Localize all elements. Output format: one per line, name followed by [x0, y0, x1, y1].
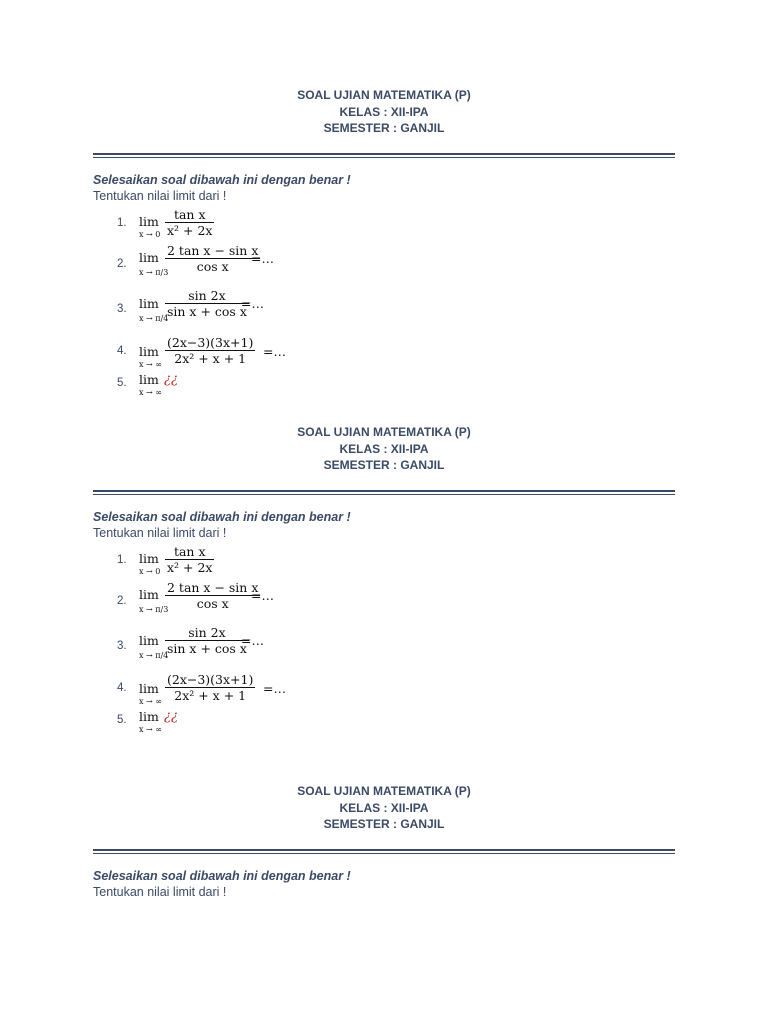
numerator: 2 tan x − sin x [167, 580, 259, 595]
lim-subscript: x → 0 [139, 567, 161, 576]
instruction-text: Selesaikan soal dibawah ini dengan benar ! [93, 510, 351, 524]
fraction [165, 243, 260, 274]
exam-header-2 [0, 424, 768, 474]
question-number: 3. [117, 303, 127, 315]
subtitle-text: Tentukan nilai limit dari ! [93, 885, 227, 899]
numerator: (2x−3)(3x+1) [167, 335, 254, 350]
exam-header-3 [0, 783, 768, 833]
denominator: 2x² + x + 1 [165, 350, 255, 366]
lim-subscript: x → 0 [139, 230, 161, 239]
question-number: 4. [117, 345, 127, 357]
exam-title: SOAL UJIAN MATEMATIKA (P) [297, 425, 471, 439]
equals-ellipsis: =… [263, 344, 286, 359]
header-divider [93, 849, 675, 854]
denominator: 2x² + x + 1 [165, 687, 255, 703]
exam-class: KELAS : XII-IPA [339, 800, 429, 815]
lim-operator: lim [139, 551, 159, 566]
header-divider [93, 153, 675, 158]
subtitle-text: Tentukan nilai limit dari ! [93, 526, 227, 540]
denominator: sin x + cos x [167, 641, 247, 656]
denominator: x² + 2x [167, 223, 213, 238]
lim-operator: lim [139, 681, 159, 696]
equals-ellipsis: =… [263, 681, 286, 696]
lim-operator: lim [139, 250, 159, 265]
exam-semester: SEMESTER : GANJIL [323, 458, 445, 472]
exam-title: SOAL UJIAN MATEMATIKA (P) [297, 88, 471, 102]
instruction-text: Selesaikan soal dibawah ini dengan benar ! [93, 869, 351, 883]
exam-header-1 [0, 87, 768, 137]
lim-subscript: x → ∞ [139, 388, 162, 397]
lim-operator: lim [139, 709, 159, 724]
lim-subscript: x → π/4 [139, 651, 169, 660]
lim-operator: lim [139, 587, 159, 602]
equals-ellipsis: =… [241, 633, 264, 648]
question-number: 5. [117, 714, 127, 726]
lim-operator: lim [139, 633, 159, 648]
lim-operator: lim [139, 344, 159, 359]
header-divider [93, 490, 675, 495]
instruction-text: Selesaikan soal dibawah ini dengan benar ! [93, 173, 351, 187]
lim-operator: lim [139, 296, 159, 311]
denominator: cos x [165, 258, 260, 274]
fraction [165, 544, 214, 575]
lim-operator: lim [139, 214, 159, 229]
lim-subscript: x → π/4 [139, 314, 169, 323]
exam-title: SOAL UJIAN MATEMATIKA (P) [297, 784, 471, 798]
denominator: x² + 2x [167, 560, 213, 575]
unrendered-expression: ¿¿ [164, 372, 178, 387]
question-number: 3. [117, 640, 127, 652]
fraction [165, 335, 255, 366]
exam-semester: SEMESTER : GANJIL [323, 817, 445, 831]
subtitle-text: Tentukan nilai limit dari ! [93, 189, 227, 203]
numerator: (2x−3)(3x+1) [167, 672, 254, 687]
exam-class: KELAS : XII-IPA [339, 441, 429, 456]
lim-subscript: x → ∞ [139, 725, 162, 734]
numerator: tan x [173, 544, 206, 559]
fraction [165, 672, 255, 703]
lim-subscript: x → ∞ [139, 360, 162, 369]
denominator: sin x + cos x [167, 304, 247, 319]
fraction [165, 625, 249, 656]
lim-subscript: x → π/3 [139, 605, 169, 614]
lim-subscript: x → ∞ [139, 697, 162, 706]
question-number: 4. [117, 682, 127, 694]
equals-ellipsis: =… [251, 588, 274, 603]
fraction [165, 580, 260, 611]
numerator: tan x [173, 207, 206, 222]
fraction [165, 207, 214, 238]
question-number: 1. [117, 217, 127, 229]
numerator: sin 2x [188, 625, 226, 640]
unrendered-expression: ¿¿ [164, 709, 178, 724]
numerator: sin 2x [188, 288, 226, 303]
question-number: 2. [117, 258, 127, 270]
equals-ellipsis: =… [241, 296, 264, 311]
question-number: 2. [117, 595, 127, 607]
equals-ellipsis: =… [251, 251, 274, 266]
lim-operator: lim [139, 372, 159, 387]
exam-semester: SEMESTER : GANJIL [323, 121, 445, 135]
question-number: 1. [117, 554, 127, 566]
numerator: 2 tan x − sin x [167, 243, 259, 258]
denominator: cos x [165, 595, 260, 611]
exam-class: KELAS : XII-IPA [339, 104, 429, 119]
fraction [165, 288, 249, 319]
question-number: 5. [117, 377, 127, 389]
lim-subscript: x → π/3 [139, 268, 169, 277]
